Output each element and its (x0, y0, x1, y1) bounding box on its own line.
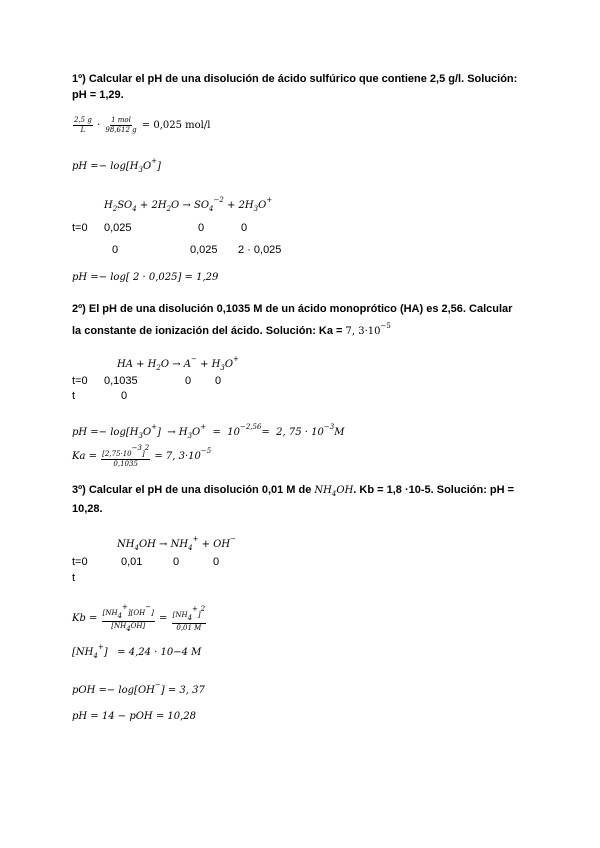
q1-result: pH =− log[ 2 · 0,025] = 1,29 (72, 272, 219, 283)
q1-row-t0-val3: 0 (241, 222, 248, 234)
q3-row-t0-val2: 0 (173, 556, 180, 568)
q3-poh-line: pOH =− log[OH−] = 3, 37 (72, 681, 205, 696)
q3-ph-line: pH = 14 − pOH = 10,28 (72, 711, 197, 722)
q2-reaction: HA + $H_2O \to A^- + H_3O^+$ (117, 355, 239, 372)
q3-row-t0-label: t=0 (72, 556, 88, 568)
q1-statement-line1: 1º) Calcular el pH de una disolución de ácido sulfúrico que contiene 2,5 g/l. Solución: (72, 73, 518, 85)
q3-row-t-label: t (72, 572, 76, 584)
q1-reaction: $H_2SO_4 + 2H_2O \to SO_4^{-2} + 2H_3O^+$ (104, 196, 273, 213)
q3-kb-line: Kb = $\frac{[NH_4^+][OH^-]}{[NH_4OH]}$ = $\frac{[NH_4^+]^2}{0,01 M}$ (72, 603, 206, 633)
q3-row-t0-val1: 0,01 (121, 556, 143, 568)
q2-row-t0-label: t=0 (72, 375, 88, 387)
q2-row-t-label: t (72, 390, 76, 402)
q1-conversion: $\frac{2,5 g}{L}$ · $\frac{\text{1 mol}}{98,612 g}$ = 0,025 mol/l (74, 116, 211, 134)
q1-statement-line2: pH = 1,29. (72, 89, 124, 101)
q3-nh4-line: $[NH_4^+] = 4,24 \cdot 10-4$ M (72, 643, 202, 660)
q2-row-t0-val2: 0 (185, 375, 192, 387)
q3-statement-line2: 10,28. (72, 503, 103, 515)
q2-ph-line: pH =− $\log[H_3O^+] \to H_3O^+ = 10^{-2,56}= 2$, $75 \cdot 10^{-3}M$ (72, 423, 345, 440)
q1-row-t0-val1: 0,025 (104, 222, 132, 234)
q1-row-final-val2: 0,025 (190, 244, 218, 256)
q1-row-final-val3: 2 · 0,025 (238, 244, 282, 256)
q2-statement-line2: la constante de ionización del ácido. Solución: Ka = 7, $3\cdot 10^{-5}$ (72, 322, 391, 337)
q1-ph-formula: pH =− $\log[H_3O^+]$ (72, 157, 161, 174)
q2-row-t0-val1: 0,1035 (104, 375, 138, 387)
q3-reaction: $NH_4OH \to NH_4^+ + OH^-$ (117, 535, 236, 552)
q2-statement-line1: 2º) El pH de una disolución 0,1035 M de un ácido monoprótico (HA) es 2,56. Calcular (72, 303, 513, 315)
q2-ka-line: Ka = $\frac{[2,75\cdot 10^{-3}]^2}{0,1035}$ = 7, $3\cdot 10^{-5}$ (72, 444, 212, 468)
q3-statement-line1: 3º) Calcular el pH de una disolución 0,01 M de $NH_4OH$. Kb = 1,8 ·10-5. Solución: pH = (72, 484, 515, 498)
q1-row-final-val1: 0 (112, 244, 119, 256)
q3-row-t0-val3: 0 (213, 556, 220, 568)
q2-row-t-val1: 0 (121, 390, 128, 402)
q1-row-t0-val2: 0 (198, 222, 205, 234)
q2-row-t0-val3: 0 (215, 375, 222, 387)
q1-row-t0-label: t=0 (72, 222, 88, 234)
